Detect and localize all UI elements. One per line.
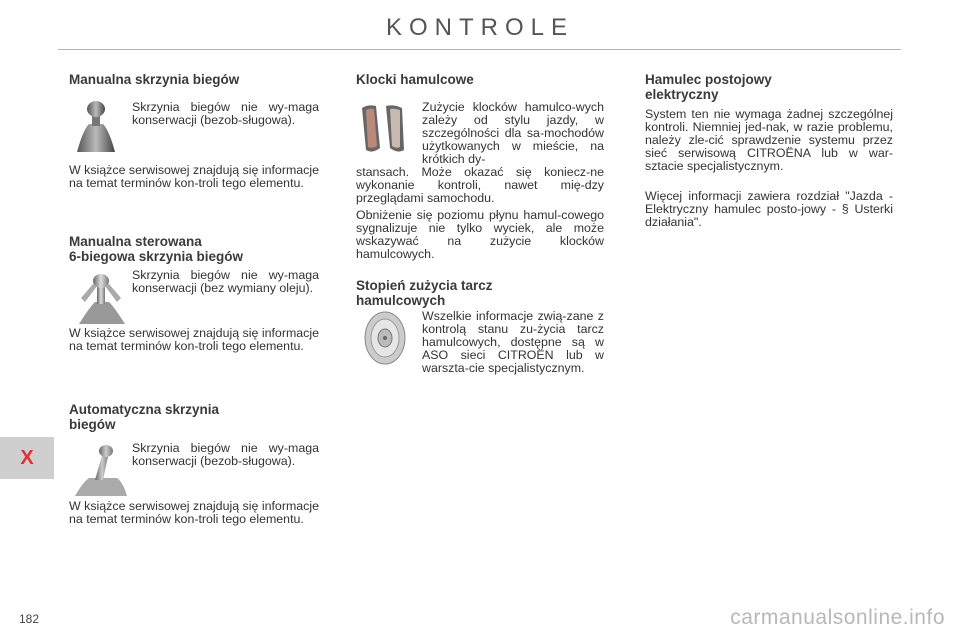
section-brake-pads [356,72,604,261]
figure-text: Skrzynia biegów nie wy-maga konserwacji (bez wymiany oleju). [132,268,319,295]
body-text: System ten nie wymaga żadnej szczególnej kontroli. Niemniej jed-nak, w razie problemu, należy zle-cić sprawdzenie systemu przez sieć serwisową CITROËNA lub w war-sztacie specjalistycznym. [645,107,893,173]
body-text: W książce serwisowej znajdują się informacje na temat terminów kon-troli tego elementu. [69,163,319,190]
section-title [356,278,604,308]
header-divider [58,49,901,50]
title-line-2: biegów [69,417,116,432]
body-text: stansach. Może okazać się koniecz-ne wykonanie kontroli, nawet mię-dzy przeglądami samochodu. [356,165,604,205]
title-line-2: hamulcowych [356,293,446,308]
automatic-selector-icon [73,442,127,498]
section-manual-6speed [69,234,319,353]
section-title [645,72,893,102]
section-title [69,402,319,432]
watermark: carmanualsonline.info [730,606,945,629]
section-brake-discs [356,278,604,375]
title-line-1: Automatyczna skrzynia [69,402,220,417]
section-automatic-gearbox [69,402,319,526]
section-manual-gearbox [69,72,319,190]
figure-text: Skrzynia biegów nie wy-maga konserwacji (bezob-sługowa). [132,441,319,468]
brake-disc-icon [360,310,410,366]
title-line-1: Manualna sterowana [69,234,202,249]
page-number: 182 [19,612,40,626]
page-title: KONTROLE [385,14,575,41]
title-line-2: elektryczny [645,87,719,102]
body-text: W książce serwisowej znajdują się informacje na temat terminów kon-troli tego elementu. [69,326,319,353]
body-text: Obniżenie się poziomu płynu hamul-cowego sygnalizuje nie tylko wyciek, ale może wskazywać na zużycie klocków hamulcowych. [356,208,604,261]
section-title: Klocki hamulcowe [356,72,474,87]
body-text: Więcej informacji zawiera rozdział "Jazda - Elektryczny hamulec posto-jowy - § Usterki działania". [645,189,893,229]
section-title [69,234,319,264]
title-line-2: 6-biegowa skrzynia biegów [69,249,244,264]
figure-text: Wszelkie informacje zwią-zane z kontrolą stanu zu-życia tarcz hamulcowych, dostępne są w ASO sieci CITROËN lub w warszta-cie specjalistycznym. [422,309,604,375]
figure-text: Skrzynia biegów nie wy-maga konserwacji (bezob-sługowa). [132,100,319,127]
figure-text: Zużycie klocków hamulco-wych zależy od stylu jazdy, w szczególności dla sa-mochodów użytkowanych w mieście, na krótkich dy- [422,100,604,166]
gear-knob-icon [75,100,117,154]
section-title: Manualna skrzynia biegów [69,72,240,87]
title-line-1: Stopień zużycia tarcz [356,278,493,293]
body-text: W książce serwisowej znajdują się informacje na temat terminów kon-troli tego elementu. [69,499,319,526]
brake-pads-icon [358,102,410,156]
section-electric-parking-brake [645,72,893,229]
chapter-tab[interactable]: X [0,437,54,479]
paddle-shift-icon [75,272,127,326]
title-line-1: Hamulec postojowy [645,72,772,87]
